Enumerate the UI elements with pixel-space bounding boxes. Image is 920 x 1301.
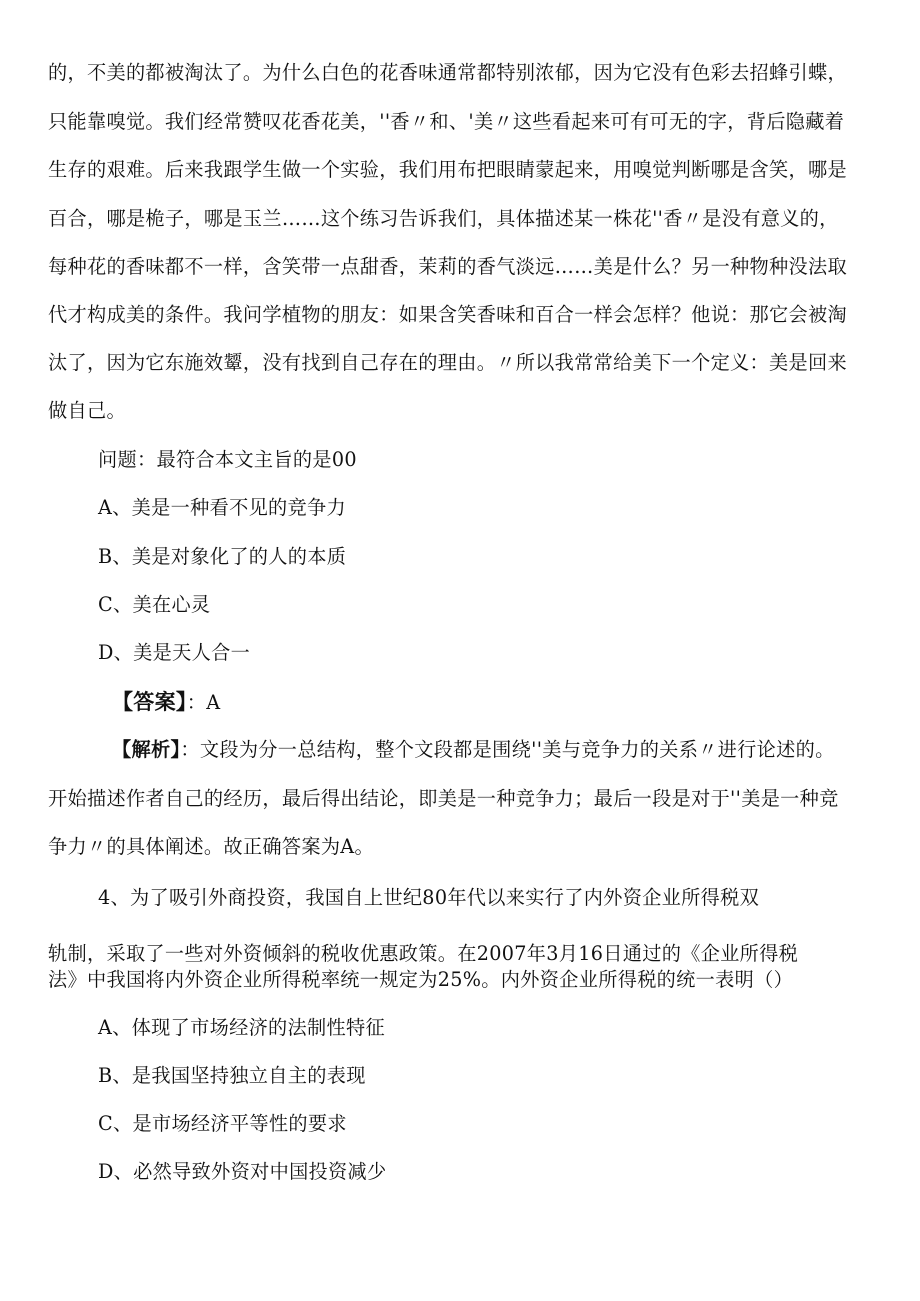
passage-line: 生存的艰难。后来我跟学生做一个实验，我们用布把眼睛蒙起来，用嗅觉判断哪是含笑，哪是 [48,158,847,181]
analysis-label: 【解析】 [112,738,181,761]
passage-line: 的，不美的都被淘汰了。为什么白色的花香味通常都特别浓郁，因为它没有色彩去招蜂引蝶， [48,61,847,84]
question-stem: 轨制，采取了一些对外资倾斜的税收优惠政策。在2007年3月16日通过的《企业所得税 [48,942,799,965]
question-stem: 4、为了吸引外商投资，我国自上世纪80年代以来实行了内外资企业所得税双 [98,886,760,909]
passage-line: 每种花的香味都不一样，含笑带一点甜香，茉莉的香气淡远……美是什么？另一种物种没法取 [48,255,847,278]
passage-line: 只能靠嗅觉。我们经常赞叹花香花美，''香〃和、'美〃这些看起来可有可无的字，背后隐藏着 [48,110,845,133]
passage-line: 代才构成美的条件。我问学植物的朋友：如果含笑香味和百合一样会怎样？他说：那它会被淘 [48,303,847,326]
option-a: A、体现了市场经济的法制性特征 [98,1016,385,1039]
question-stem: 法》中我国将内外资企业所得税率统一规定为25%。内外资企业所得税的统一表明（） [48,968,794,991]
option-a: A、美是一种看不见的竞争力 [98,496,347,519]
passage-line: 做自己。 [48,399,126,422]
analysis-line [112,738,835,762]
option-d: D、必然导致外资对中国投资减少 [98,1160,387,1183]
passage-line: 百合，哪是桅子，哪是玉兰……这个练习告诉我们，具体描述某一株花''香〃是没有意义的， [48,207,839,230]
question-stem: 问题：最符合本文主旨的是00 [98,448,357,471]
analysis-line: 开始描述作者自己的经历，最后得出结论，即美是一种竞争力；最后一段是对于''美是一种竞 [48,787,839,810]
answer-row [112,690,220,715]
passage-line: 汰了，因为它东施效颦，没有找到自己存在的理由。〃所以我常常给美下一个定义：美是回来 [48,351,847,374]
analysis-text: ：文段为分一总结构，整个文段都是围绕''美与竞争力的关系〃进行论述的。 [180,738,835,761]
answer-label: 【答案】 [112,690,187,714]
option-b: B、美是对象化了的人的本质 [98,545,347,568]
answer-value: ：A [186,691,221,714]
option-b: B、是我国坚持独立自主的表现 [98,1064,366,1087]
option-d: D、美是天人合一 [98,641,251,664]
option-c: C、美在心灵 [98,593,211,616]
option-c: C、是市场经济平等性的要求 [98,1112,347,1135]
analysis-line: 争力〃的具体阐述。故正确答案为A。 [48,835,374,858]
